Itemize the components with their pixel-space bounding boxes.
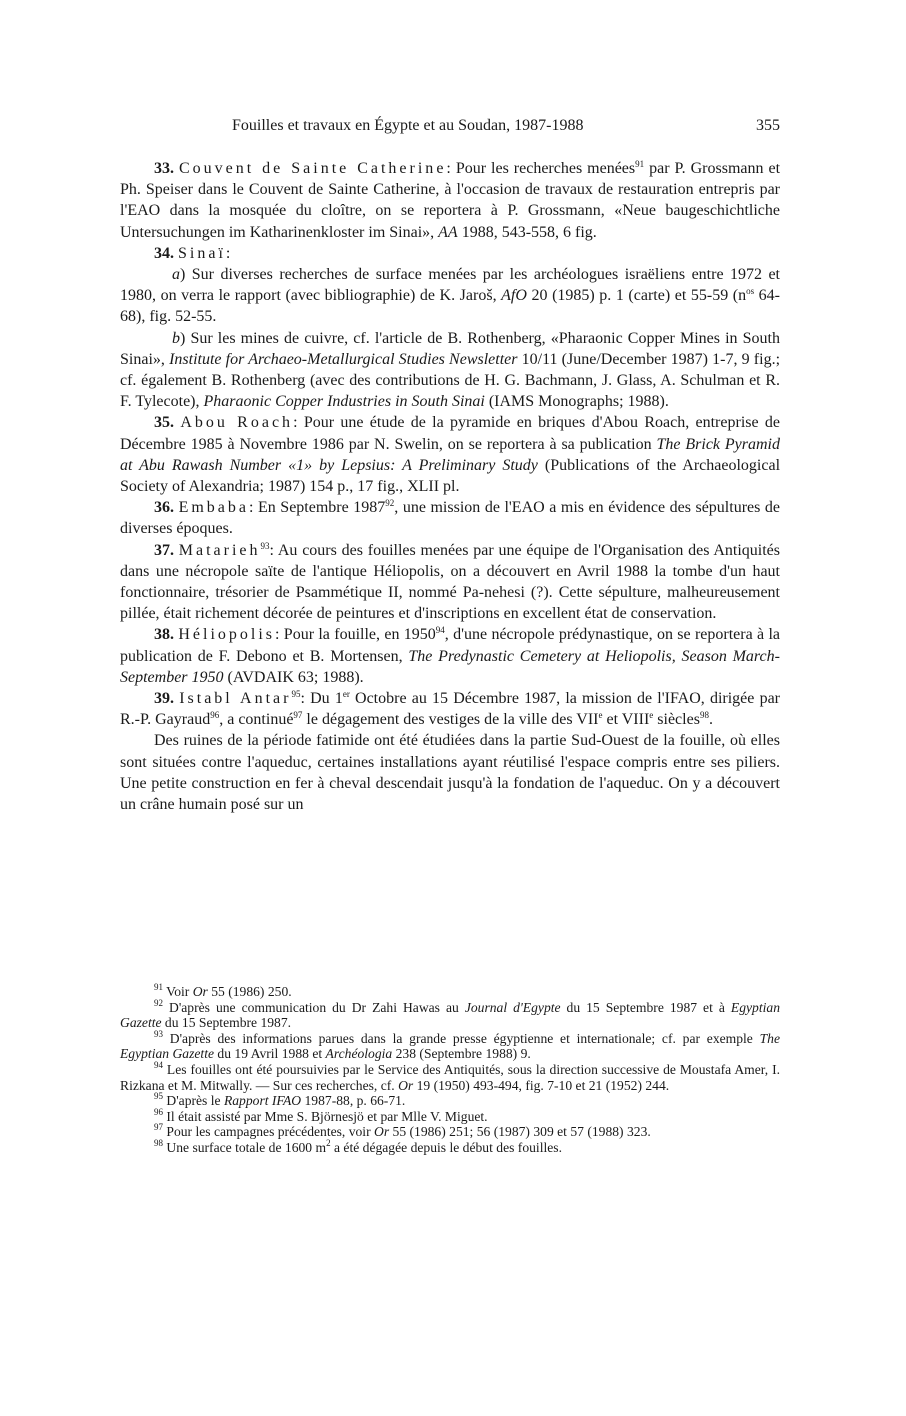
site-name: Couvent de Sainte Catherine (178, 160, 447, 177)
italic-text: b (172, 329, 180, 347)
site-name: Sinaï (178, 244, 226, 262)
section-number: 33. (154, 160, 174, 177)
italic-text: Journal d'Egypte (464, 999, 561, 1015)
text-run: 1987-88, p. 66-71. (301, 1093, 406, 1109)
text-run: : Pour une étude de la pyramide en briques d'Abou Roach, entreprise de Décembre 1985 à Novembre 1986 par N. Swelin, on se reportera à sa publication (120, 414, 780, 453)
page-number: 355 (756, 117, 780, 134)
main-text (120, 158, 780, 815)
superscript: 94 (435, 625, 445, 636)
section-number: 37. (154, 541, 174, 559)
italic-text: a (172, 266, 180, 284)
text-run: et VIII (602, 711, 650, 729)
superscript: 96 (210, 710, 220, 721)
text-run: 1988, 543-558, 6 fig. (457, 223, 597, 241)
italic-text: Institute for Archaeo-Metallurgical Studies Newsletter (169, 350, 518, 368)
footnote (120, 1124, 780, 1140)
text-run: D'après des informations parues dans la grande presse égyptienne et internationale; cf. par exemple (163, 1030, 760, 1046)
site-name: Abou Roach (180, 414, 294, 432)
text-run: : Au cours des fouilles menées par une équipe de l'Organisation des Antiquités dans une nécropole saïte de l'antique Héliopolis, on a découvert en Avril 1988 la tombe d'un haut fonctionnaire, trésorier de Psammétique II, nommé Pa-nehesi (?). Cette sépulture, malheureusement pillée, était richement décorée de peintures et d'inscriptions en excellent état de conservation. (120, 541, 780, 623)
text-run: du 15 Septembre 1987. (161, 1015, 292, 1031)
site-name: Istabl Antar (179, 690, 292, 708)
text-run: Octobre au 15 Décembre 1987, la mission de l'IFAO, dirigée par R.-P. Gayraud (120, 690, 781, 729)
text-run: , a continué (219, 711, 294, 729)
section-number: 36. (154, 499, 174, 517)
superscript: 93 (260, 540, 270, 551)
text-run: du 19 Avril 1988 et (214, 1046, 326, 1062)
site-name: Matarieh (178, 541, 261, 559)
superscript: 92 (154, 997, 163, 1008)
paragraph (120, 540, 780, 625)
text-run: , d'une nécropole prédynastique, on se reportera à la publication de F. Debono et B. Mortensen, (120, 626, 780, 665)
superscript: er (342, 689, 350, 700)
italic-text: Rapport IFAO (223, 1093, 302, 1109)
running-title: Fouilles et travaux en Égypte et au Soudan, 1987-1988 (232, 117, 584, 134)
superscript: 91 (635, 159, 645, 169)
superscript: 95 (291, 689, 301, 700)
text-run: . (708, 711, 713, 729)
superscript: 92 (385, 498, 395, 509)
section-number: 39. (154, 690, 174, 708)
paragraph (120, 688, 780, 730)
italic-text: Or (398, 1077, 414, 1093)
text-run: : (225, 244, 231, 262)
text-run: ) Sur les mines de cuivre, cf. l'article de B. Rothenberg, «Pharaonic Copper Mines in South Sinai», (120, 329, 780, 368)
site-name: Héliopolis (178, 626, 276, 644)
paragraph (120, 158, 780, 243)
superscript: e (649, 710, 654, 721)
text-run: D'après une communication du Dr Zahi Hawas au (163, 999, 465, 1015)
text-run: Il était assisté par Mme S. Björnesjö et par Mlle V. Miguet. (163, 1108, 488, 1124)
text-run: 238 (Septembre 1988) 9. (392, 1046, 531, 1062)
text-run: ) Sur diverses recherches de surface menées par les archéologues israëliens entre 1972 et 1980, on verra le rapport (avec bibliographie) de K. Jaroš, (120, 266, 780, 305)
footnote (120, 984, 780, 1000)
section-number: 35. (154, 414, 174, 432)
italic-text: Pharaonic Copper Industries in South Sinai (203, 393, 485, 411)
italic-text: Archéologia (325, 1046, 393, 1062)
footnote (120, 1059, 780, 1093)
text-run: le dégagement des vestiges de la ville des VII (302, 711, 599, 729)
footnote (120, 1106, 780, 1125)
paragraph (120, 730, 780, 815)
superscript: 95 (154, 1091, 163, 1102)
text-run: 10/11 (June/December 1987) 1-7, 9 fig.; cf. également B. Rothenberg (avec des contributions de H. G. Bachmann, J. Glass, A. Schulman et R. F. Tylecote), (120, 350, 781, 411)
superscript: 98 (699, 710, 709, 721)
text-run: a été dégagée depuis le début des fouilles. (330, 1139, 562, 1155)
text-run: Les fouilles ont été poursuivies par le Service des Antiquités, sous la direction successive de Moustafa Amer, I. Rizkana et M. Mitwally. — Sur ces recherches, cf. (120, 1061, 780, 1093)
text-run: du 15 Septembre 1987 et à (560, 999, 731, 1015)
footnote (120, 1028, 780, 1062)
italic-text: Or (192, 984, 208, 999)
paragraph (120, 497, 780, 539)
superscript: 97 (154, 1122, 163, 1133)
footnote (120, 997, 780, 1031)
superscript: 91 (154, 982, 163, 992)
superscript: 97 (293, 710, 303, 721)
text-run: Une surface totale de 1600 m (163, 1139, 327, 1155)
text-run: 55 (1986) 251; 56 (1987) 309 et 57 (1988) 323. (389, 1124, 651, 1140)
superscript: 94 (154, 1059, 163, 1070)
section-number: 34. (154, 244, 174, 262)
text-run: 55 (1986) 250. (207, 984, 292, 999)
italic-text: The Predynastic Cemetery at Heliopolis, Season March-September 1950 (120, 647, 780, 686)
running-header (120, 117, 780, 141)
text-run: (IAMS Monographs; 1988). (484, 393, 669, 411)
site-name: Embaba (178, 499, 249, 517)
footnote (120, 1093, 780, 1109)
italic-text: The Brick Pyramid at Abu Rawash Number «1» by Lepsius: A Preliminary Study (120, 435, 780, 474)
text-run: 20 (1985) p. 1 (carte) et 55-59 (n (526, 287, 747, 305)
sub-paragraph (120, 328, 780, 413)
text-run: Des ruines de la période fatimide ont été étudiées dans la partie Sud-Ouest de la fouille, où elles sont situées contre l'aqueduc, certaines installations ayant réutilisé l'espace compris entre ses piliers. Une petite construction en fer à cheval descendait jusqu'à la fondation de l'aqueduc. On y a découvert un crâne humain posé sur un (120, 732, 780, 814)
italic-text: AfO (501, 287, 527, 305)
italic-text: Or (374, 1124, 390, 1140)
text-run: : En Septembre 1987 (248, 499, 386, 517)
paragraph (120, 412, 780, 497)
italic-text: The Egyptian Gazette (120, 1030, 780, 1062)
superscript: e (598, 710, 603, 721)
superscript: 98 (154, 1137, 163, 1148)
paragraph (120, 243, 780, 264)
text-run: par P. Grossmann et Ph. Speiser dans le Couvent de Sainte Catherine, à l'occasion de travaux de restauration entrepris par l'EAO dans la mosquée du cloître, on se reportera à P. Grossmann, «Neue baugeschichtliche Untersuchungen im Katharinenkloster im Sinai», (120, 160, 781, 241)
text-run: D'après le (163, 1093, 224, 1109)
footnotes (120, 984, 780, 1156)
italic-text: AA (438, 223, 458, 241)
text-run: : Pour la fouille, en 1950 (275, 626, 436, 644)
superscript: 93 (154, 1028, 163, 1039)
text-run: : Du 1 (300, 690, 343, 708)
text-run: , une mission de l'EAO a mis en évidence des sépultures de diverses époques. (120, 499, 781, 538)
paragraph (120, 624, 780, 688)
italic-text: Egyptian Gazette (120, 999, 780, 1031)
sub-paragraph (120, 264, 780, 328)
text-run: siècles (653, 711, 700, 729)
text-run: 19 (1950) 493-494, fig. 7-10 et 21 (1952) 244. (413, 1077, 670, 1093)
superscript: 96 (154, 1106, 163, 1117)
text-run: Voir (163, 984, 193, 999)
text-run: (Publications of the Archaeological Society of Alexandria; 1987) 154 p., 17 fig., XLII pl. (120, 456, 781, 496)
footnote (120, 1137, 780, 1156)
superscript: 2 (326, 1137, 331, 1148)
text-run: : Pour les recherches menées (446, 160, 636, 177)
text-run: Pour les campagnes précédentes, voir (163, 1124, 375, 1140)
text-run: (AVDAIK 63; 1988). (223, 668, 364, 686)
section-number: 38. (154, 626, 174, 644)
text-run: 64-68), fig. 52-55. (120, 287, 781, 326)
superscript: os (746, 286, 755, 297)
